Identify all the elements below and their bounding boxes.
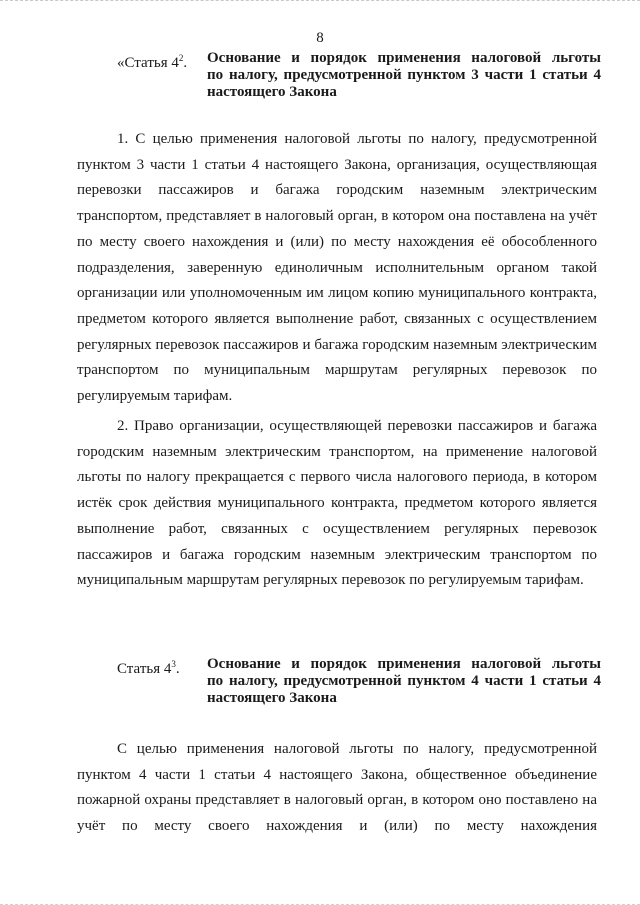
article-title-line: по налогу, предусмотренной пунктом 3 части 1 статьи 4 xyxy=(207,67,601,83)
scan-top-edge xyxy=(0,0,640,3)
article-title-line: по налогу, предусмотренной пунктом 4 части 1 статьи 4 xyxy=(207,673,601,689)
article-label-suffix: . xyxy=(183,55,188,71)
article-label-prefix: «Статья 4 xyxy=(117,55,179,71)
article-title-line: Основание и порядок применения налоговой льготы xyxy=(207,50,601,66)
paragraph-1: 1. С целью применения налоговой льготы по налогу, предусмотренной пунктом 3 части 1 статьи 4 настоящего Закона, организация, осуществляющая перевозки пассажиров и багажа городским наземным электрическим транспортом, представляет в налоговый орган, в котором она поставлена на учёт по месту своего нахождения и (или) по месту нахождения её обособленного подразделения, заверенную единоличным исполнительным органом такой организации или уполномоченным им лицом копию муниципального контракта, предметом которого является выполнение работ, связанных с осуществлением регулярных перевозок пассажиров и багажа городским наземным электрическим транспортом по муниципальным маршрутам регулярных перевозок по регулируемым тарифам. xyxy=(77,131,597,405)
paragraph-2: 2. Право организации, осуществляющей перевозки пассажиров и багажа городским наземным электрическим транспортом, на применение налоговой льготы по налогу прекращается с первого числа налогового периода, в котором истёк срок действия муниципального контракта, предметом которого является выполнение работ, связанных с осуществлением регулярных перевозок пассажиров и багажа городским наземным электрическим транспортом по муниципальным маршрутам регулярных перевозок по регулируемым тарифам. xyxy=(77,418,597,589)
article-label xyxy=(117,50,187,72)
article-heading-4-3 xyxy=(117,656,601,716)
paragraph-3: С целью применения налоговой льготы по налогу, предусмотренной пунктом 4 части 1 статьи 4 настоящего Закона, общественное объединение пожарной охраны представляет в налоговый орган, в котором оно поставлено на учёт по месту своего нахождения и (или) по месту нахождения xyxy=(77,741,597,835)
article-label-superscript: 3 xyxy=(171,659,176,669)
article-label xyxy=(117,656,180,678)
article-title-line: Основание и порядок применения налоговой льготы xyxy=(207,656,601,672)
page-number: 8 xyxy=(316,30,324,46)
article-label-prefix: Статья 4 xyxy=(117,661,172,677)
article-heading-4-2 xyxy=(117,50,601,110)
article-title xyxy=(207,656,601,707)
article-title xyxy=(207,50,601,101)
article-title-line: настоящего Закона xyxy=(207,84,337,100)
article-title-line: настоящего Закона xyxy=(207,690,337,706)
article-label-suffix: . xyxy=(175,661,180,677)
article-label-superscript: 2 xyxy=(178,53,184,63)
